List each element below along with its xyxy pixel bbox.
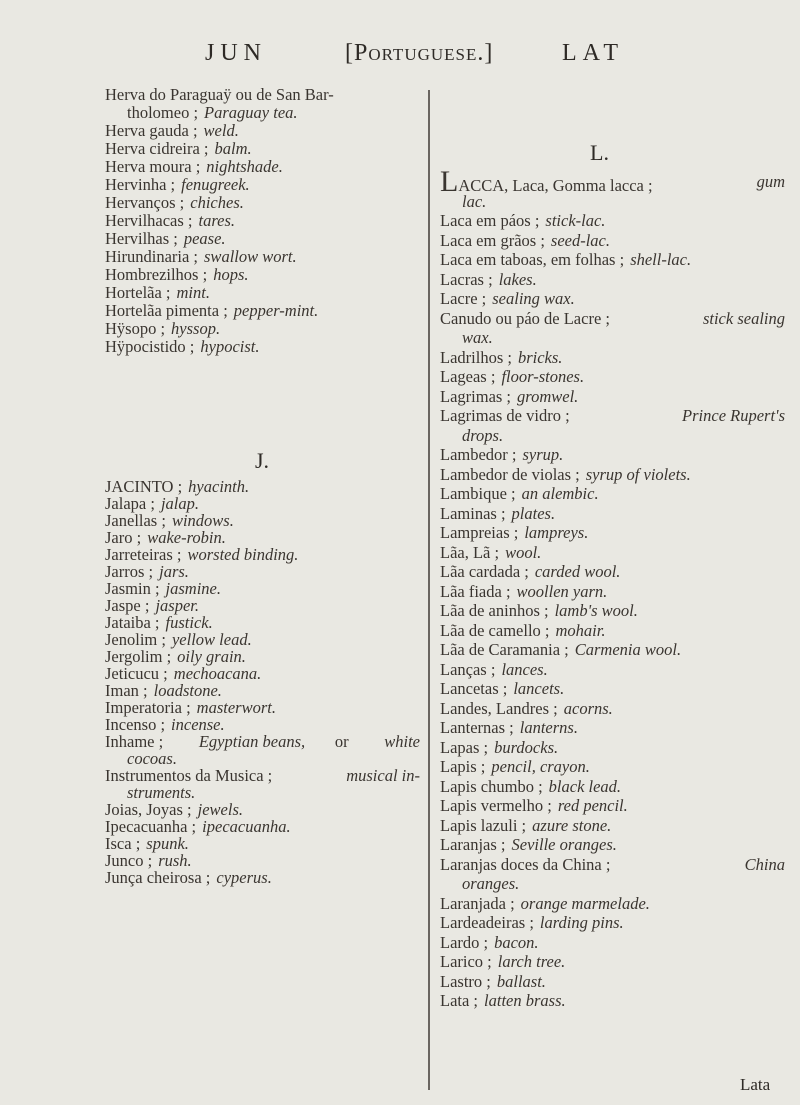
english-translation: hypocist. <box>200 337 260 356</box>
english-translation: worsted binding. <box>187 545 299 564</box>
portuguese-term: Larico ; <box>440 952 492 971</box>
dictionary-entry <box>440 699 785 719</box>
column-divider <box>428 90 430 1090</box>
english-translation: chiches. <box>190 193 244 212</box>
english-translation: an alembic. <box>521 484 599 503</box>
portuguese-term: JACINTO ; <box>105 477 183 496</box>
portuguese-term: Lapis vermelho ; <box>440 796 552 815</box>
dictionary-entry <box>440 562 785 582</box>
english-translation: China <box>744 854 785 874</box>
dictionary-entry <box>105 478 420 495</box>
english-translation: incense. <box>171 715 225 734</box>
portuguese-term: Laca em grãos ; <box>440 230 545 250</box>
portuguese-term: Instrumentos da Musica ; <box>105 766 273 785</box>
portuguese-term: Ladrilhos ; <box>440 347 512 367</box>
portuguese-term: Laca em páos ; <box>440 211 540 230</box>
dictionary-entry <box>440 718 785 738</box>
dictionary-entry <box>105 750 420 767</box>
portuguese-term: Lambique ; <box>440 484 516 503</box>
portuguese-term: Ipecacuanha ; <box>105 817 197 836</box>
english-translation: red pencil. <box>557 796 628 815</box>
english-translation: orange marmelade. <box>520 893 650 913</box>
dictionary-entry <box>105 212 420 230</box>
dictionary-entry <box>105 176 420 194</box>
dictionary-entry <box>440 165 785 198</box>
english-translation: cocoas. <box>127 749 177 768</box>
english-translation: mint. <box>176 283 210 302</box>
dictionary-entry <box>105 320 420 338</box>
english-translation: jalap. <box>160 494 199 513</box>
dictionary-entry <box>440 231 785 251</box>
left-column-h-entries <box>105 86 420 356</box>
english-translation: lakes. <box>498 269 537 289</box>
portuguese-term: Lagrimas de vidro ; <box>440 406 570 425</box>
english-translation: oranges. <box>462 874 520 893</box>
english-translation: rush. <box>158 851 192 870</box>
dictionary-entry <box>440 874 785 894</box>
portuguese-term: Hervilhacas ; <box>105 211 193 230</box>
portuguese-term: Jaro ; <box>105 528 142 547</box>
portuguese-term: Hervilhas ; <box>105 229 178 248</box>
english-translation: stick sealing <box>702 308 785 328</box>
english-translation: wake-robin. <box>147 528 226 547</box>
portuguese-term: Jarros ; <box>105 562 154 581</box>
dictionary-entry <box>440 445 785 465</box>
portuguese-term: Incenso ; <box>105 715 166 734</box>
portuguese-term: Lambedor de violas ; <box>440 464 580 484</box>
english-translation: shell-lac. <box>630 250 692 269</box>
portuguese-term: Herva moura ; <box>105 157 201 176</box>
dictionary-entry <box>105 716 420 733</box>
english-translation: ipecacuanha. <box>202 817 291 836</box>
dictionary-entry <box>105 852 420 869</box>
portuguese-term: Lata ; <box>440 991 479 1010</box>
portuguese-term: Lacre ; <box>440 289 487 308</box>
dictionary-entry <box>440 933 785 953</box>
english-translation: burdocks. <box>494 737 559 757</box>
dictionary-entry <box>440 660 785 680</box>
portuguese-term: Jaspe ; <box>105 596 150 615</box>
portuguese-term: Lãa de camello ; <box>440 620 550 640</box>
portuguese-term: Junça cheirosa ; <box>105 868 211 887</box>
left-column-j-entries <box>105 478 420 886</box>
english-translation: hyssop. <box>171 319 221 338</box>
dictionary-entry <box>105 248 420 266</box>
english-translation: fustick. <box>165 613 213 632</box>
dictionary-entry <box>440 406 785 426</box>
dictionary-entry <box>440 367 785 387</box>
portuguese-term: Inhame ; <box>105 732 164 751</box>
dictionary-entry <box>440 894 785 914</box>
dictionary-entry <box>440 679 785 699</box>
conjunction: or <box>334 732 349 751</box>
english-translation: lac. <box>462 191 487 211</box>
english-translation: pencil, crayon. <box>491 757 590 776</box>
english-translation: white <box>384 732 420 751</box>
dictionary-entry <box>440 621 785 641</box>
dictionary-entry <box>440 328 785 348</box>
dictionary-entry <box>440 796 785 816</box>
english-translation: mohair. <box>555 620 606 640</box>
english-translation: jewels. <box>197 800 243 819</box>
dictionary-entry <box>105 284 420 302</box>
dictionary-entry <box>105 801 420 818</box>
portuguese-term: Jenolim ; <box>105 630 166 649</box>
dictionary-entry <box>440 640 785 660</box>
portuguese-term: Iman ; <box>105 681 148 700</box>
dictionary-entry <box>105 338 420 356</box>
section-letter-l: L. <box>590 140 609 165</box>
dictionary-entry <box>105 580 420 597</box>
dictionary-entry <box>105 733 420 750</box>
portuguese-term: Hirundinaria ; <box>105 247 199 266</box>
portuguese-term: Herva do Paraguaÿ ou de San Bar- <box>105 85 334 104</box>
english-translation: carded wool. <box>534 562 621 581</box>
dictionary-entry <box>440 952 785 972</box>
portuguese-term: Herva cidreira ; <box>105 139 209 158</box>
english-translation: tares. <box>198 211 236 230</box>
dictionary-entry <box>105 122 420 140</box>
portuguese-term: Laca em taboas, em folhas ; <box>440 250 625 269</box>
english-translation: masterwort. <box>196 698 276 717</box>
running-head-language: [Portuguese.] <box>345 40 494 66</box>
portuguese-term: Hortelãa ; <box>105 283 171 302</box>
english-translation: pepper-mint. <box>233 301 319 320</box>
portuguese-term: Lastro ; <box>440 971 491 991</box>
english-translation: Carmenia wool. <box>574 640 682 659</box>
english-translation: Paraguay tea. <box>204 103 298 122</box>
english-translation: hops. <box>213 265 249 284</box>
dictionary-entry <box>105 563 420 580</box>
portuguese-term: Lapas ; <box>440 737 489 757</box>
dictionary-entry <box>105 631 420 648</box>
portuguese-term: Joias, Joyas ; <box>105 800 192 819</box>
english-translation: lancets. <box>513 679 565 698</box>
dictionary-entry <box>105 665 420 682</box>
dictionary-entry <box>440 270 785 290</box>
dictionary-entry <box>105 597 420 614</box>
portuguese-term: Jalapa ; <box>105 494 155 513</box>
portuguese-term: Lancetas ; <box>440 679 508 698</box>
dictionary-entry <box>440 504 785 524</box>
portuguese-term: Laranjas ; <box>440 835 506 854</box>
english-translation: drops. <box>462 425 504 445</box>
portuguese-term: Jasmin ; <box>105 579 160 598</box>
english-translation: lampreys. <box>524 523 589 542</box>
english-translation: spunk. <box>146 834 189 853</box>
portuguese-term: Lãa cardada ; <box>440 562 529 581</box>
english-translation: nightshade. <box>206 157 283 176</box>
english-translation: syrup of violets. <box>585 464 691 484</box>
portuguese-term: Imperatoria ; <box>105 698 191 717</box>
dictionary-entry <box>105 529 420 546</box>
right-column-l-entries <box>440 165 785 1011</box>
dictionary-entry <box>440 582 785 602</box>
portuguese-term: Hÿpocistido ; <box>105 337 195 356</box>
english-translation: gum <box>756 172 785 191</box>
english-translation: wax. <box>462 328 493 347</box>
portuguese-term: Hÿsopo ; <box>105 319 166 338</box>
english-translation: struments. <box>127 783 196 802</box>
portuguese-term: Laminas ; <box>440 503 506 523</box>
english-translation: Egyptian beans, <box>198 732 306 751</box>
english-translation: yellow lead. <box>171 630 252 649</box>
dictionary-entry <box>105 869 420 886</box>
dictionary-entry <box>440 289 785 309</box>
dictionary-entry <box>440 348 785 368</box>
portuguese-term: Lapis chumbo ; <box>440 776 543 796</box>
running-head-left: JUN <box>205 40 268 66</box>
portuguese-term: Hortelãa pimenta ; <box>105 301 228 320</box>
portuguese-term: Lanternas ; <box>440 718 514 737</box>
english-translation: Seville oranges. <box>511 835 617 854</box>
dictionary-entry <box>105 818 420 835</box>
dictionary-entry <box>105 767 420 784</box>
english-translation: floor-stones. <box>501 367 585 386</box>
english-translation: ballast. <box>496 971 546 991</box>
english-translation: swallow wort. <box>204 247 297 266</box>
portuguese-term: Lardeadeiras ; <box>440 913 534 932</box>
dictionary-entry <box>440 465 785 485</box>
english-translation: pease. <box>183 229 226 248</box>
dictionary-entry <box>105 495 420 512</box>
dictionary-entry <box>440 757 785 777</box>
dictionary-entry <box>440 777 785 797</box>
english-translation: oily grain. <box>177 647 246 666</box>
english-translation: hyacinth. <box>188 477 250 496</box>
dictionary-entry <box>440 309 785 329</box>
dictionary-entry <box>105 784 420 801</box>
dictionary-entry <box>105 266 420 284</box>
dictionary-entry <box>440 835 785 855</box>
portuguese-term: Hervanços ; <box>105 193 185 212</box>
portuguese-term: Laranjas doces da China ; <box>440 854 611 874</box>
dictionary-entry <box>440 543 785 563</box>
dictionary-entry <box>105 699 420 716</box>
english-translation: larch tree. <box>497 952 566 971</box>
english-translation: syrup. <box>522 445 564 464</box>
dictionary-entry <box>105 158 420 176</box>
english-translation: woollen yarn. <box>516 581 608 601</box>
english-translation: windows. <box>171 511 234 530</box>
english-translation: fenugreek. <box>181 175 250 194</box>
dictionary-entry <box>105 835 420 852</box>
english-translation: lances. <box>501 659 548 679</box>
english-translation: musical in- <box>346 766 420 785</box>
portuguese-term: Lagrimas ; <box>440 386 512 406</box>
english-translation: jasmine. <box>165 579 222 598</box>
dictionary-entry <box>440 484 785 504</box>
english-translation: wool. <box>505 542 542 562</box>
portuguese-term: Lageas ; <box>440 367 496 386</box>
portuguese-term: Lãa de Caramania ; <box>440 640 569 659</box>
portuguese-term: Janellas ; <box>105 511 166 530</box>
english-translation: jars. <box>159 562 189 581</box>
catchword: Lata <box>740 1075 771 1094</box>
english-translation: lanterns. <box>519 718 578 737</box>
english-translation: jasper. <box>155 596 199 615</box>
dictionary-entry <box>105 682 420 699</box>
dictionary-entry <box>440 738 785 758</box>
portuguese-term: Lãa fiada ; <box>440 581 511 601</box>
portuguese-term: Jataiba ; <box>105 613 160 632</box>
dictionary-entry <box>440 250 785 270</box>
dictionary-entry <box>105 302 420 320</box>
english-translation: larding pins. <box>539 913 624 932</box>
dictionary-entry <box>105 230 420 248</box>
portuguese-term: Herva gauda ; <box>105 121 198 140</box>
dictionary-entry <box>440 816 785 836</box>
english-translation: acorns. <box>563 698 613 718</box>
english-translation: azure stone. <box>532 815 612 835</box>
dictionary-entry <box>105 546 420 563</box>
english-translation: stick-lac. <box>545 211 606 230</box>
english-translation: loadstone. <box>153 681 222 700</box>
portuguese-term: tholomeo ; <box>127 103 199 122</box>
portuguese-term: Landes, Landres ; <box>440 698 558 718</box>
section-letter-j: J. <box>255 448 270 473</box>
portuguese-term: Laranjada ; <box>440 893 515 913</box>
portuguese-term: Lapis lazuli ; <box>440 815 527 835</box>
dictionary-entry <box>440 855 785 875</box>
dictionary-entry <box>440 913 785 933</box>
english-translation: sealing wax. <box>492 289 575 308</box>
english-translation: cyperus. <box>216 868 272 887</box>
running-head-right: LAT <box>562 40 624 66</box>
portuguese-term: Junco ; <box>105 851 153 870</box>
dictionary-entry <box>105 104 420 122</box>
portuguese-term: Hombrezilhos ; <box>105 265 208 284</box>
dictionary-entry <box>105 512 420 529</box>
dictionary-entry <box>105 614 420 631</box>
portuguese-term: Lãa, Lã ; <box>440 542 500 562</box>
portuguese-term: LACCA, Laca, Gomma lacca ; <box>440 165 653 198</box>
dictionary-entry <box>105 86 420 104</box>
dictionary-entry <box>105 194 420 212</box>
portuguese-term: Lanças ; <box>440 659 496 679</box>
english-translation: weld. <box>203 121 239 140</box>
dictionary-entry <box>440 523 785 543</box>
portuguese-term: Jeticucu ; <box>105 664 168 683</box>
dictionary-entry <box>440 972 785 992</box>
portuguese-term: Lardo ; <box>440 932 489 952</box>
dictionary-entry <box>440 426 785 446</box>
dictionary-entry <box>440 387 785 407</box>
portuguese-term: Jergolim ; <box>105 647 172 666</box>
portuguese-term: Hervinha ; <box>105 175 176 194</box>
portuguese-term: Lampreias ; <box>440 523 519 542</box>
english-translation: black lead. <box>548 776 622 796</box>
dictionary-entry <box>105 648 420 665</box>
portuguese-term: Isca ; <box>105 834 141 853</box>
english-translation: plates. <box>511 503 556 523</box>
english-translation: bacon. <box>494 932 539 952</box>
english-translation: mechoacana. <box>173 664 262 683</box>
dictionary-entry <box>440 601 785 621</box>
english-translation: balm. <box>214 139 252 158</box>
english-translation: latten brass. <box>484 991 566 1010</box>
portuguese-term: Jarreteiras ; <box>105 545 182 564</box>
portuguese-term: Lãa de aninhos ; <box>440 601 549 620</box>
english-translation: gromwel. <box>517 386 579 406</box>
portuguese-term: Lacras ; <box>440 269 493 289</box>
english-translation: Prince Rupert's <box>682 406 785 425</box>
english-translation: bricks. <box>517 347 563 367</box>
portuguese-term: Lapis ; <box>440 757 486 776</box>
portuguese-term: Lambedor ; <box>440 445 517 464</box>
portuguese-term: Canudo ou páo de Lacre ; <box>440 308 610 328</box>
dictionary-entry <box>105 140 420 158</box>
english-translation: lamb's wool. <box>554 601 638 620</box>
english-translation: seed-lac. <box>550 230 611 250</box>
dictionary-entry <box>440 211 785 231</box>
dictionary-entry <box>440 991 785 1011</box>
